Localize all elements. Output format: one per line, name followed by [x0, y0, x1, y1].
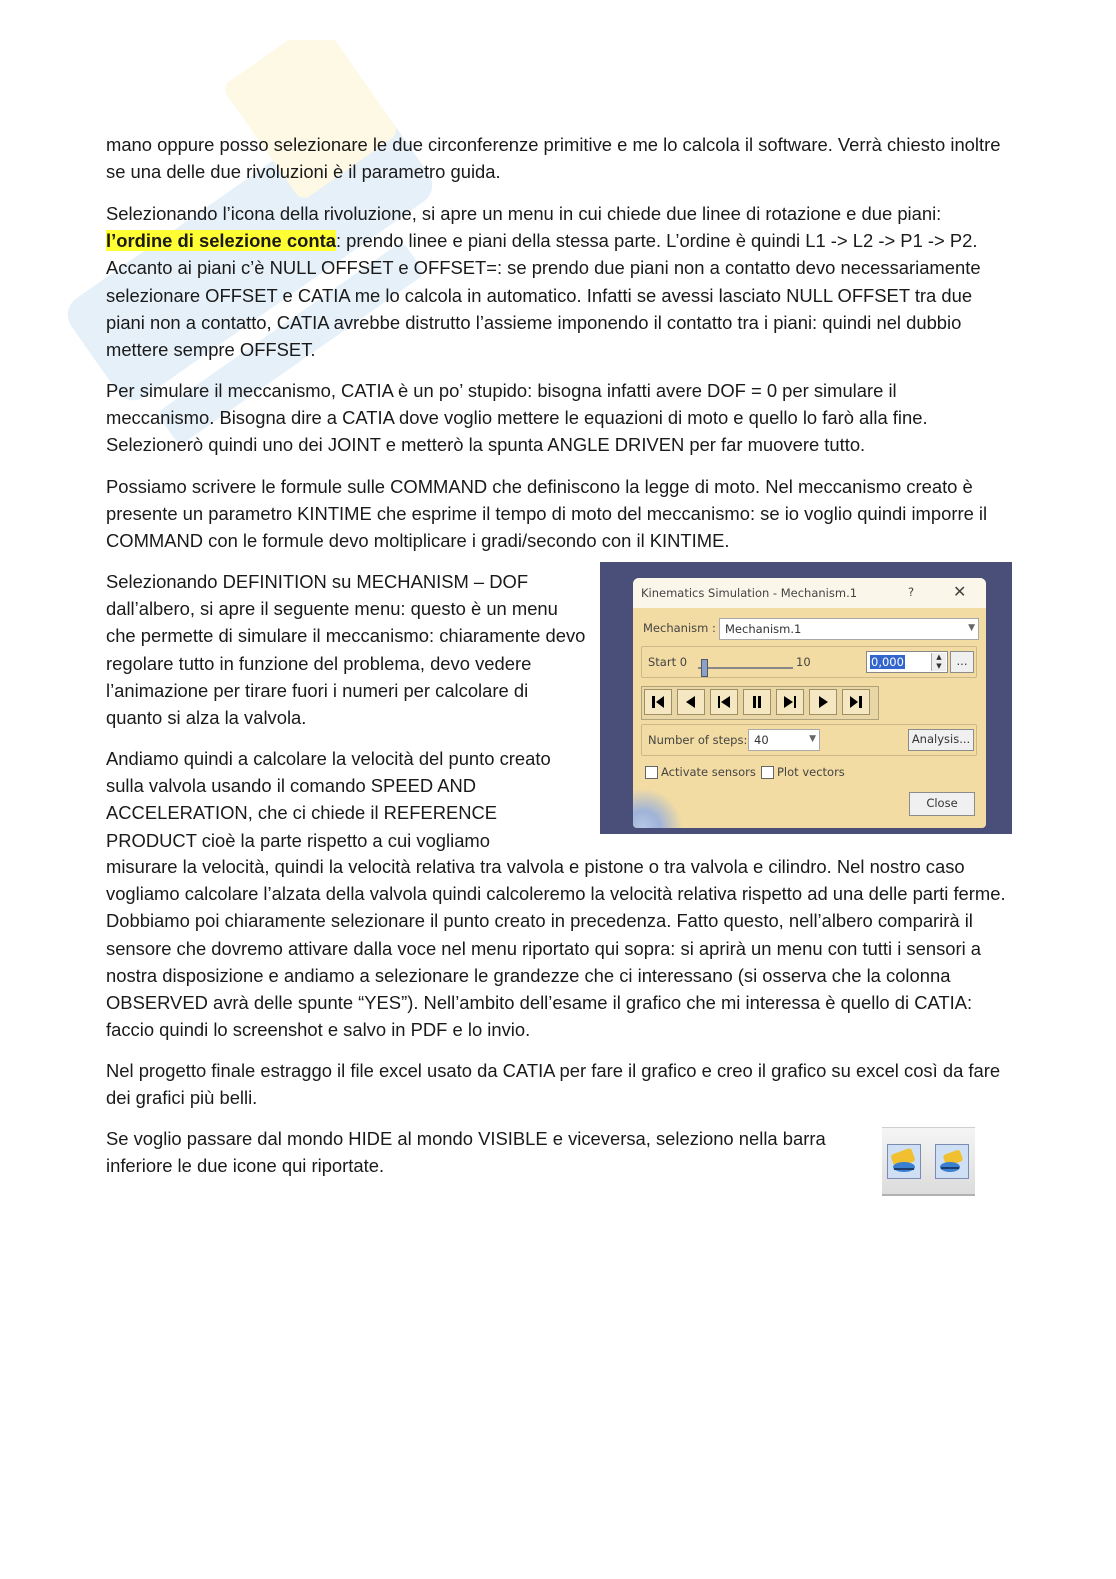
step-forward-icon[interactable]	[809, 689, 837, 715]
jump-to-end-icon[interactable]	[842, 689, 870, 715]
play-backward-icon[interactable]	[710, 689, 738, 715]
help-button[interactable]: ?	[908, 585, 915, 599]
time-slider-group	[641, 646, 977, 678]
highlighted-selection-order: l’ordine di selezione conta	[106, 230, 336, 252]
kinematics-dialog-screenshot	[600, 562, 1012, 834]
end-value: 10	[796, 655, 811, 669]
paragraph-revolution-icon	[106, 200, 1006, 363]
swap-visible-space-icon[interactable]	[935, 1144, 969, 1179]
paragraph-command-formulas: Possiamo scrivere le formule sulle COMMAND che definiscono la legge di moto. Nel meccanismo creato è presente un parametro KINTIME che esprime il tempo di moto del meccanismo: se io voglio quindi imporre il COMMAND con le formule devo moltiplicare i gradi/secondo con il KINTIME.	[106, 476, 988, 552]
hide-visible-toolbar-screenshot	[882, 1127, 975, 1196]
time-slider-track[interactable]	[698, 667, 793, 669]
activate-sensors-label: Activate sensors	[661, 765, 756, 779]
mechanism-value: Mechanism.1	[725, 622, 802, 636]
activate-sensors-checkbox[interactable]	[645, 766, 658, 779]
steps-label: Number of steps:	[648, 733, 748, 747]
steps-select[interactable]	[748, 729, 820, 751]
more-button[interactable]: ...	[950, 651, 974, 673]
jump-to-start-icon[interactable]	[644, 689, 672, 715]
player-controls	[641, 686, 879, 720]
plot-vectors-checkbox[interactable]	[761, 766, 774, 779]
paragraph-simulate-mechanism: Per simulare il meccanismo, CATIA è un po’ stupido: bisogna infatti avere DOF = 0 per simulare il meccanismo. Bisogna dire a CATIA dove voglio mettere le equazioni di moto e quello lo farò alla fine. Selezionerò quindi uno dei JOINT e metterò la spunta ANGLE DRIVEN per far muovere tutto.	[106, 380, 928, 456]
close-icon[interactable]: ✕	[953, 582, 967, 601]
time-value: 0,000	[871, 655, 904, 669]
time-input[interactable]	[866, 651, 948, 673]
dialog-title-bar	[633, 578, 986, 608]
paragraph-definition-menu: Selezionando DEFINITION su MECHANISM – DOF dall’albero, si apre il seguente menu: questo è un menu che permette di simulare il meccanismo: chiaramente devo regolare tutto in funzione del problema, devo vedere l’animazione per tirare fuori i numeri per calcolare di quanto si alza la valvola.	[106, 571, 586, 729]
step-back-icon[interactable]	[677, 689, 705, 715]
paragraph-excel-export: Nel progetto finale estraggo il file excel usato da CATIA per fare il grafico e creo il grafico su excel così da fare dei grafici più belli.	[106, 1060, 1001, 1109]
chevron-down-icon: ▼	[809, 734, 816, 744]
paragraph-speed-acceleration-continued: misurare la velocità, quindi la velocità relativa tra valvola e pistone o tra valvola e cilindro. Nel nostro caso vogliamo calcolare l’alzata della valvola quindi calcoleremo la velocità relativa rispetto ad una delle parti ferme. Dobbiamo poi chiaramente selezionare il punto creato in precedenza. Fatto questo, nell’albero comparirà il sensore che dovremo attivare dalla voce nel menu riportato qui sopra: si aprirà un menu con tutti i sensori a nostra disposizione e andiamo a selezionare le grandezze che ci interessano (si osserva che la colonna OBSERVED avrà delle spunte “YES”). Nell’ambito dell’esame il grafico che mi interessa è quello di CATIA: faccio quindi lo screenshot e salvo in PDF e lo invio.	[106, 856, 1006, 1041]
pause-icon[interactable]	[743, 689, 771, 715]
steps-value: 40	[754, 733, 769, 747]
paragraph-revolution-rest: : prendo linee e piani della stessa parte. L’ordine è quindi L1 -> L2 -> P1 -> P2. Accanto ai piani c’è NULL OFFSET e OFFSET=: se prendo due piani non a contatto devo necessariamente selezionare OFFSET e CATIA me lo calcola in automatico. Infatti se avessi lasciato NULL OFFSET tra due piani non a contatto, CATIA avrebbe distrutto l’assieme imponendo il contatto tra i piani: quindi nel dubbio mettere sempre OFFSET.	[106, 230, 981, 361]
paragraph-primitive-circles: mano oppure posso selezionare le due circonferenze primitive e me lo calcola il software. Verrà chiesto inoltre se una delle due rivoluzioni è il parametro guida.	[106, 134, 1001, 183]
mechanism-select[interactable]	[719, 618, 979, 640]
plot-vectors-label: Plot vectors	[777, 765, 845, 779]
analysis-button[interactable]: Analysis...	[908, 729, 974, 751]
paragraph-hide-visible: Se voglio passare dal mondo HIDE al mondo VISIBLE e viceversa, seleziono nella barra inferiore le due icone qui riportate.	[106, 1128, 826, 1177]
dialog-title: Kinematics Simulation - Mechanism.1	[641, 586, 858, 600]
start-label: Start 0	[648, 655, 688, 669]
play-forward-icon[interactable]	[776, 689, 804, 715]
mechanism-label: Mechanism :	[643, 621, 716, 635]
paragraph-speed-acceleration-start: Andiamo quindi a calcolare la velocità del punto creato sulla valvola usando il comando SPEED AND ACCELERATION, che ci chiede il REFERENCE PRODUCT cioè la parte rispetto a cui vogliamo	[106, 748, 551, 851]
hide-show-icon[interactable]	[887, 1144, 921, 1179]
paragraph-revolution-intro: Selezionando l’icona della rivoluzione, si apre un menu in cui chiede due linee di rotazione e due piani:	[106, 203, 942, 224]
decorative-corner	[633, 788, 683, 828]
time-slider-handle[interactable]	[701, 659, 708, 677]
chevron-down-icon: ▼	[968, 623, 975, 633]
steps-group	[641, 724, 977, 756]
spin-updown-icon[interactable]: ▲ ▼	[931, 653, 946, 671]
kinematics-simulation-dialog	[633, 578, 986, 828]
close-button[interactable]: Close	[909, 792, 975, 816]
